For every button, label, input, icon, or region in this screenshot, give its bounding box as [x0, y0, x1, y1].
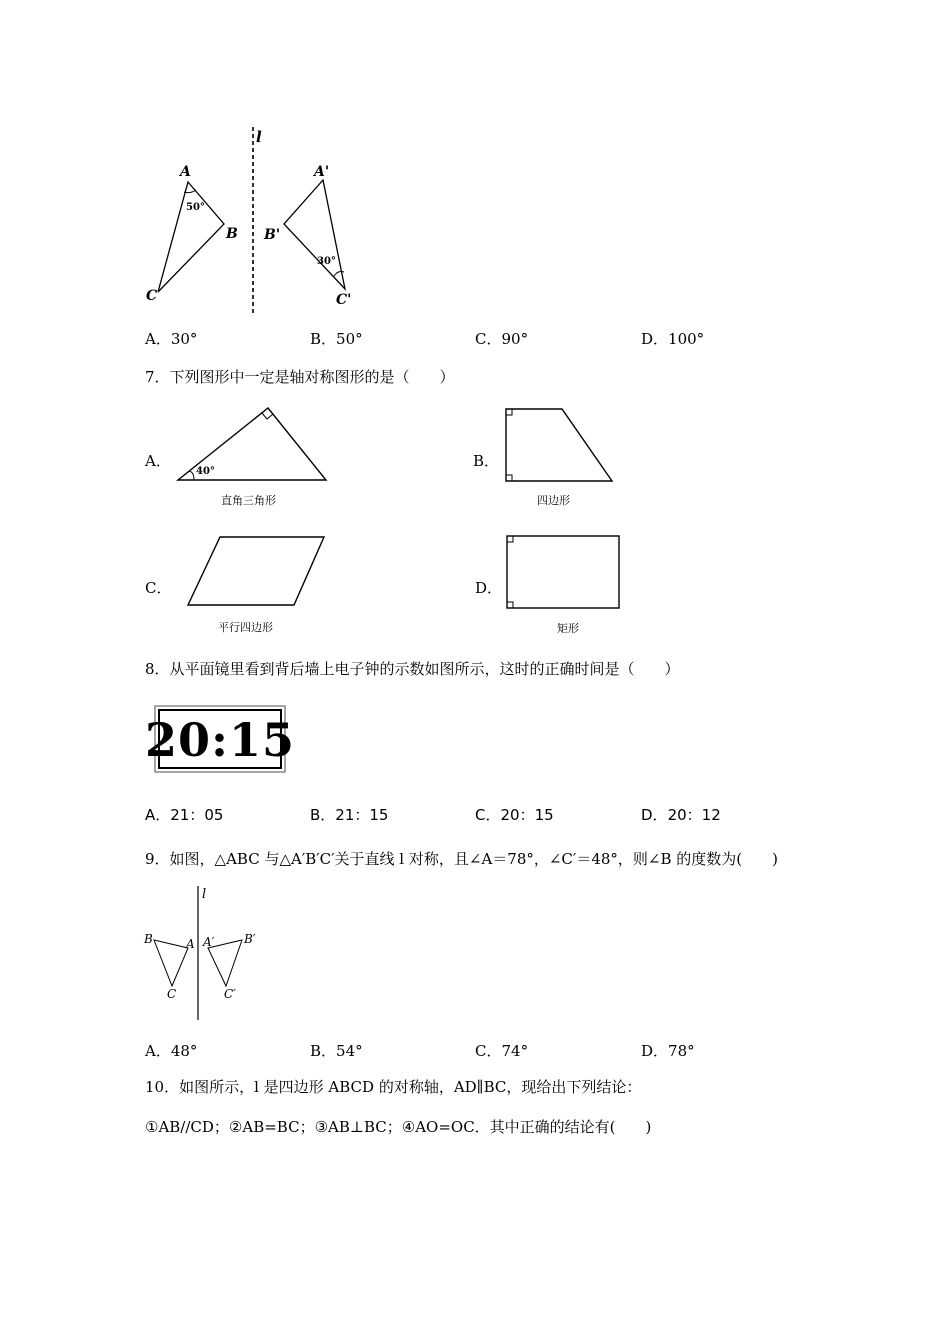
q7-caption-a: 直角三角形	[221, 494, 276, 507]
q7-quadrilateral-figure	[500, 403, 620, 485]
q6-figure	[140, 122, 370, 317]
q7-right-triangle-figure	[172, 402, 332, 486]
q7-option-d-letter[interactable]: D．	[475, 579, 503, 597]
q10-stem-line2: ①AB//CD；②AB=BC；③AB⊥BC；④AO=OC．其中正确的结论有( )	[145, 1118, 652, 1136]
q7-option-b-letter[interactable]: B．	[473, 452, 500, 470]
q6-triangle-a1b1c1	[284, 180, 345, 289]
q8-clock-digits: 20:15	[144, 713, 296, 767]
q6-vertex-b1: B'	[264, 227, 281, 243]
q6-option-b[interactable]: B．50°	[310, 330, 363, 348]
q7-rectangle-figure	[503, 532, 625, 612]
q9-stem: 9．如图，△ABC 与△A′B′C′关于直线 l 对称，且∠A＝78°，∠C′＝48°，则∠B 的度数为( )	[145, 850, 778, 868]
q8-digital-clock	[144, 705, 296, 773]
q6-vertex-a: A	[180, 164, 191, 180]
q9-option-b[interactable]: B．54°	[310, 1042, 363, 1060]
q9-option-c[interactable]: C．74°	[475, 1042, 529, 1060]
q8-option-d[interactable]: D．20：12	[641, 806, 721, 824]
q7-parallelogram-figure	[182, 533, 330, 611]
q6-vertex-c: C	[146, 288, 158, 304]
q8-option-b[interactable]: B．21：15	[310, 806, 389, 824]
q6-vertex-a1: A'	[314, 164, 330, 180]
q7-caption-b: 四边形	[537, 494, 570, 507]
q9-option-d[interactable]: D．78°	[641, 1042, 695, 1060]
q6-option-d[interactable]: D．100°	[641, 330, 705, 348]
q9-vertex-a: A	[186, 937, 195, 951]
q7-caption-c: 平行四边形	[218, 621, 273, 634]
q10-stem-line1: 10．如图所示，l 是四边形 ABCD 的对称轴，AD∥BC，现给出下列结论：	[145, 1078, 642, 1096]
q7-option-c-letter[interactable]: C．	[145, 579, 172, 597]
q9-vertex-c1: C′	[224, 987, 236, 1001]
q6-triangle-abc	[158, 182, 224, 292]
q9-figure	[140, 882, 270, 1024]
q7-caption-d: 矩形	[557, 622, 579, 635]
q7-angle-40: 40°	[196, 466, 215, 477]
q9-triangle-abc	[154, 940, 188, 986]
q6-line-label: l	[256, 128, 262, 146]
q7-stem: 7．下列图形中一定是轴对称图形的是（ ）	[145, 368, 455, 386]
q8-option-c[interactable]: C．20：15	[475, 806, 554, 824]
q6-angle-50: 50°	[186, 202, 205, 213]
q9-vertex-b1: B′	[244, 932, 256, 946]
q6-option-a[interactable]: A．30°	[145, 330, 198, 348]
q9-line-label: l	[202, 887, 207, 902]
q6-vertex-b: B	[226, 226, 238, 242]
q9-vertex-b: B	[144, 932, 153, 946]
q8-stem: 8．从平面镜里看到背后墙上电子钟的示数如图所示，这时的正确时间是（ ）	[145, 660, 680, 678]
q7-option-a-letter[interactable]: A．	[145, 452, 171, 470]
q9-option-a[interactable]: A．48°	[145, 1042, 198, 1060]
q6-option-c[interactable]: C．90°	[475, 330, 529, 348]
q6-vertex-c1: C'	[336, 292, 352, 308]
q9-vertex-c: C	[167, 987, 177, 1001]
q6-angle-30: 30°	[317, 256, 336, 267]
q9-vertex-a1: A′	[203, 935, 215, 949]
q8-option-a[interactable]: A．21：05	[145, 806, 224, 824]
